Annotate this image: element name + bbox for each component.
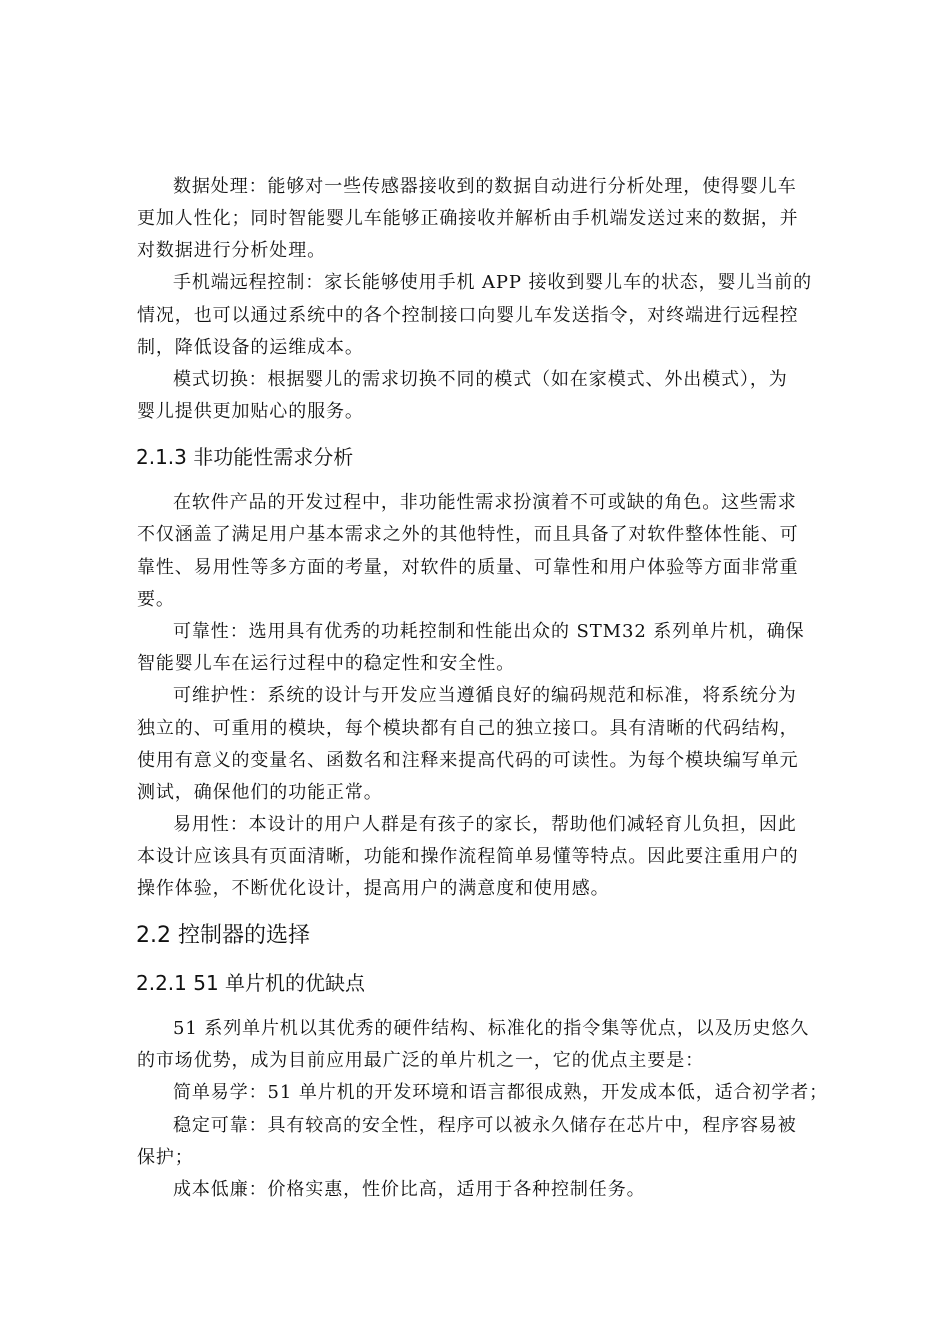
paragraph-line: 要。: [137, 589, 175, 610]
paragraph-line: 不仅涵盖了满足用户基本需求之外的其他特性，而且具备了对软件整体性能、可: [137, 524, 799, 545]
paragraph-line: 稳定可靠：具有较高的安全性，程序可以被永久储存在芯片中，程序容易被: [173, 1115, 797, 1136]
section-heading: 2.1.3 非功能性需求分析: [136, 445, 354, 469]
paragraph-line: 智能婴儿车在运行过程中的稳定性和安全性。: [137, 653, 515, 674]
paragraph-line: 模式切换：根据婴儿的需求切换不同的模式（如在家模式、外出模式），为: [173, 369, 788, 390]
paragraph-line: 对数据进行分析处理。: [137, 240, 326, 261]
paragraph-line: 数据处理：能够对一些传感器接收到的数据自动进行分析处理，使得婴儿车: [173, 176, 797, 197]
paragraph-line: 成本低廉：价格实惠，性价比高，适用于各种控制任务。: [173, 1179, 646, 1200]
paragraph-line: 靠性、易用性等多方面的考量，对软件的质量、可靠性和用户体验等方面非常重: [137, 557, 799, 578]
paragraph-line: 测试，确保他们的功能正常。: [137, 782, 383, 803]
paragraph-line: 婴儿提供更加贴心的服务。: [137, 401, 364, 422]
paragraph-line: 简单易学：51 单片机的开发环境和语言都很成熟，开发成本低，适合初学者；: [173, 1082, 829, 1103]
paragraph-line: 操作体验，不断优化设计，提高用户的满意度和使用感。: [137, 878, 610, 899]
paragraph-line: 易用性：本设计的用户人群是有孩子的家长，帮助他们减轻育儿负担，因此: [173, 814, 797, 835]
paragraph-line: 在软件产品的开发过程中，非功能性需求扮演着不可或缺的角色。这些需求: [173, 492, 797, 513]
paragraph-line: 情况，也可以通过系统中的各个控制接口向婴儿车发送指令，对终端进行远程控: [137, 305, 799, 326]
paragraph-line: 使用有意义的变量名、函数名和注释来提高代码的可读性。为每个模块编写单元: [137, 750, 799, 771]
paragraph-line: 51 系列单片机以其优秀的硬件结构、标准化的指令集等优点，以及历史悠久: [173, 1018, 810, 1039]
paragraph-line: 可靠性：选用具有优秀的功耗控制和性能出众的 STM32 系列单片机，确保: [173, 621, 805, 642]
paragraph-line: 可维护性：系统的设计与开发应当遵循良好的编码规范和标准，将系统分为: [173, 685, 797, 706]
paragraph-line: 制，降低设备的运维成本。: [137, 337, 364, 358]
paragraph-line: 的市场优势，成为目前应用最广泛的单片机之一，它的优点主要是：: [137, 1050, 704, 1071]
paragraph-line: 手机端远程控制：家长能够使用手机 APP 接收到婴儿车的状态，婴儿当前的: [173, 272, 813, 293]
chapter-heading: 2.2 控制器的选择: [136, 923, 310, 948]
section-heading: 2.2.1 51 单片机的优缺点: [136, 971, 366, 995]
paragraph-line: 保护；: [137, 1147, 194, 1168]
paragraph-line: 更加人性化；同时智能婴儿车能够正确接收并解析由手机端发送过来的数据，并: [137, 208, 799, 229]
paragraph-line: 独立的、可重用的模块，每个模块都有自己的独立接口。具有清晰的代码结构，: [137, 718, 799, 739]
paragraph-line: 本设计应该具有页面清晰，功能和操作流程简单易懂等特点。因此要注重用户的: [137, 846, 799, 867]
